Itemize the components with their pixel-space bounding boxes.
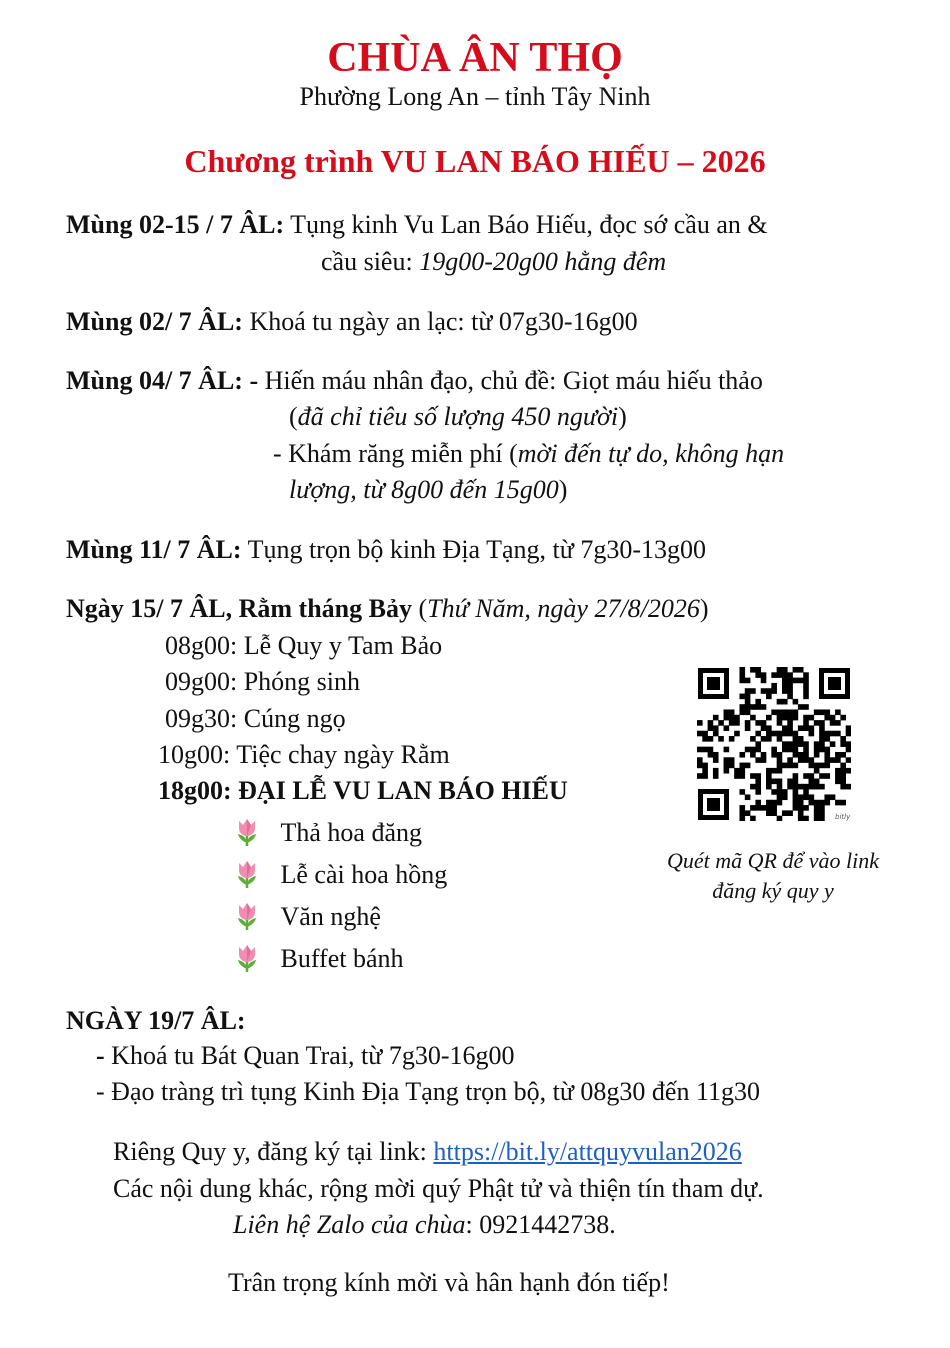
event-e1-label: Mùng 02-15 / 7 ÂL: <box>66 210 285 239</box>
qr-code-icon[interactable] <box>697 667 851 821</box>
tulip-icon <box>234 859 260 889</box>
event-e6-item-text: Đạo tràng trì tụng Kinh Địa Tạng trọn bộ, từ 08g30 đến 11g30 <box>111 1077 761 1106</box>
schedule-item: 08g00: Lễ Quy y Tam Bảo <box>165 631 443 660</box>
activity-item <box>234 901 381 932</box>
tulip-icon <box>234 901 260 931</box>
activity-label: Thả hoa đăng <box>280 818 423 847</box>
event-e3-dental-time: lượng, từ 8g00 đến 15g00 <box>289 475 559 504</box>
event-e1-text2: cầu siêu: <box>321 247 420 276</box>
event-e6-item-text: Khoá tu Bát Quan Trai, từ 7g30-16g00 <box>111 1041 515 1070</box>
event-e3-line2 <box>289 402 627 432</box>
qr-caption-line1: Quét mã QR để vào link <box>667 848 879 873</box>
bitly-brand: bitly <box>835 813 851 821</box>
contact-label: Liên hệ Zalo của chùa <box>233 1210 466 1239</box>
event-e5-heading <box>66 594 709 624</box>
event-e6-item: - Đạo tràng trì tụng Kinh Địa Tạng trọn bộ, từ 08g30 đến 11g30 <box>96 1077 761 1106</box>
main-ceremony: 18g00: ĐẠI LỄ VU LAN BÁO HIẾU <box>158 776 568 805</box>
event-e3-dental: - Khám răng miễn phí ( <box>273 439 518 468</box>
event-e3-line3 <box>273 439 784 469</box>
event-e2-text: Khoá tu ngày an lạc: từ 07g30-16g00 <box>249 307 638 336</box>
activity-item <box>234 817 422 848</box>
event-e4-text: Tụng trọn bộ kinh Địa Tạng, từ 7g30-13g00 <box>247 535 707 564</box>
event-e3-text: Hiến máu nhân đạo, chủ đề: Giọt máu hiếu thảo <box>264 366 763 395</box>
event-e1-line1 <box>66 210 768 240</box>
event-e6-label: NGÀY 19/7 ÂL: <box>66 1006 246 1035</box>
event-e2-label: Mùng 02/ 7 ÂL: <box>66 307 243 336</box>
program-title: Chương trình VU LAN BÁO HIẾU – 2026 <box>184 143 766 179</box>
activity-item <box>234 859 447 890</box>
invite-text: Các nội dung khác, rộng mời quý Phật tử và thiện tín tham dự. <box>113 1174 764 1203</box>
event-e2 <box>66 307 638 337</box>
event-e1-text: Tụng kinh Vu Lan Báo Hiếu, đọc sớ cầu an & <box>290 210 768 239</box>
event-e3-label: Mùng 04/ 7 ÂL: - <box>66 366 259 395</box>
event-e5-date: Thứ Năm, ngày 27/8/2026 <box>427 594 700 623</box>
event-e3-quota: đã chỉ tiêu số lượng 450 người <box>297 402 619 431</box>
event-e4 <box>66 535 706 565</box>
closing-text: Trân trọng kính mời và hân hạnh đón tiếp! <box>228 1268 670 1297</box>
event-e3-line4 <box>289 475 567 505</box>
schedule-item: 09g30: Cúng ngọ <box>165 704 346 733</box>
contact-phone: : 0921442738. <box>465 1210 616 1239</box>
temple-name: CHÙA ÂN THỌ <box>327 35 623 81</box>
event-e3-dental-note: mời đến tự do, không hạn <box>517 439 785 468</box>
contact-line <box>233 1210 616 1240</box>
activity-label: Lễ cài hoa hồng <box>280 860 448 889</box>
event-e1-time: 19g00-20g00 hằng đêm <box>419 247 667 276</box>
paren-open: ( <box>289 402 298 431</box>
tulip-icon <box>234 817 260 847</box>
activity-label: Buffet bánh <box>280 944 404 973</box>
event-e6-item: - Khoá tu Bát Quan Trai, từ 7g30-16g00 <box>96 1041 515 1070</box>
paren-open: ( <box>411 594 428 623</box>
temple-location: Phường Long An – tỉnh Tây Ninh <box>299 82 651 111</box>
activity-item <box>234 943 404 974</box>
register-line <box>113 1137 742 1167</box>
register-link[interactable]: https://bit.ly/attquyvulan2026 <box>433 1137 742 1166</box>
qr-caption-line2: đăng ký quy y <box>712 878 834 903</box>
event-e1-line2 <box>321 247 666 277</box>
paren-close: ) <box>558 475 568 504</box>
schedule-item: 09g00: Phóng sinh <box>165 667 361 696</box>
event-e3-line1 <box>66 366 763 396</box>
paren-close: ) <box>699 594 709 623</box>
event-e5-label: Ngày 15/ 7 ÂL, Rằm tháng Bảy <box>66 594 412 623</box>
activity-label: Văn nghệ <box>280 902 381 931</box>
paren-close: ) <box>618 402 627 431</box>
schedule-item: 10g00: Tiệc chay ngày Rằm <box>158 740 450 769</box>
qr-caption <box>633 846 913 906</box>
tulip-icon <box>234 943 260 973</box>
event-e4-label: Mùng 11/ 7 ÂL: <box>66 535 242 564</box>
register-prefix: Riêng Quy y, đăng ký tại link: <box>113 1137 434 1166</box>
